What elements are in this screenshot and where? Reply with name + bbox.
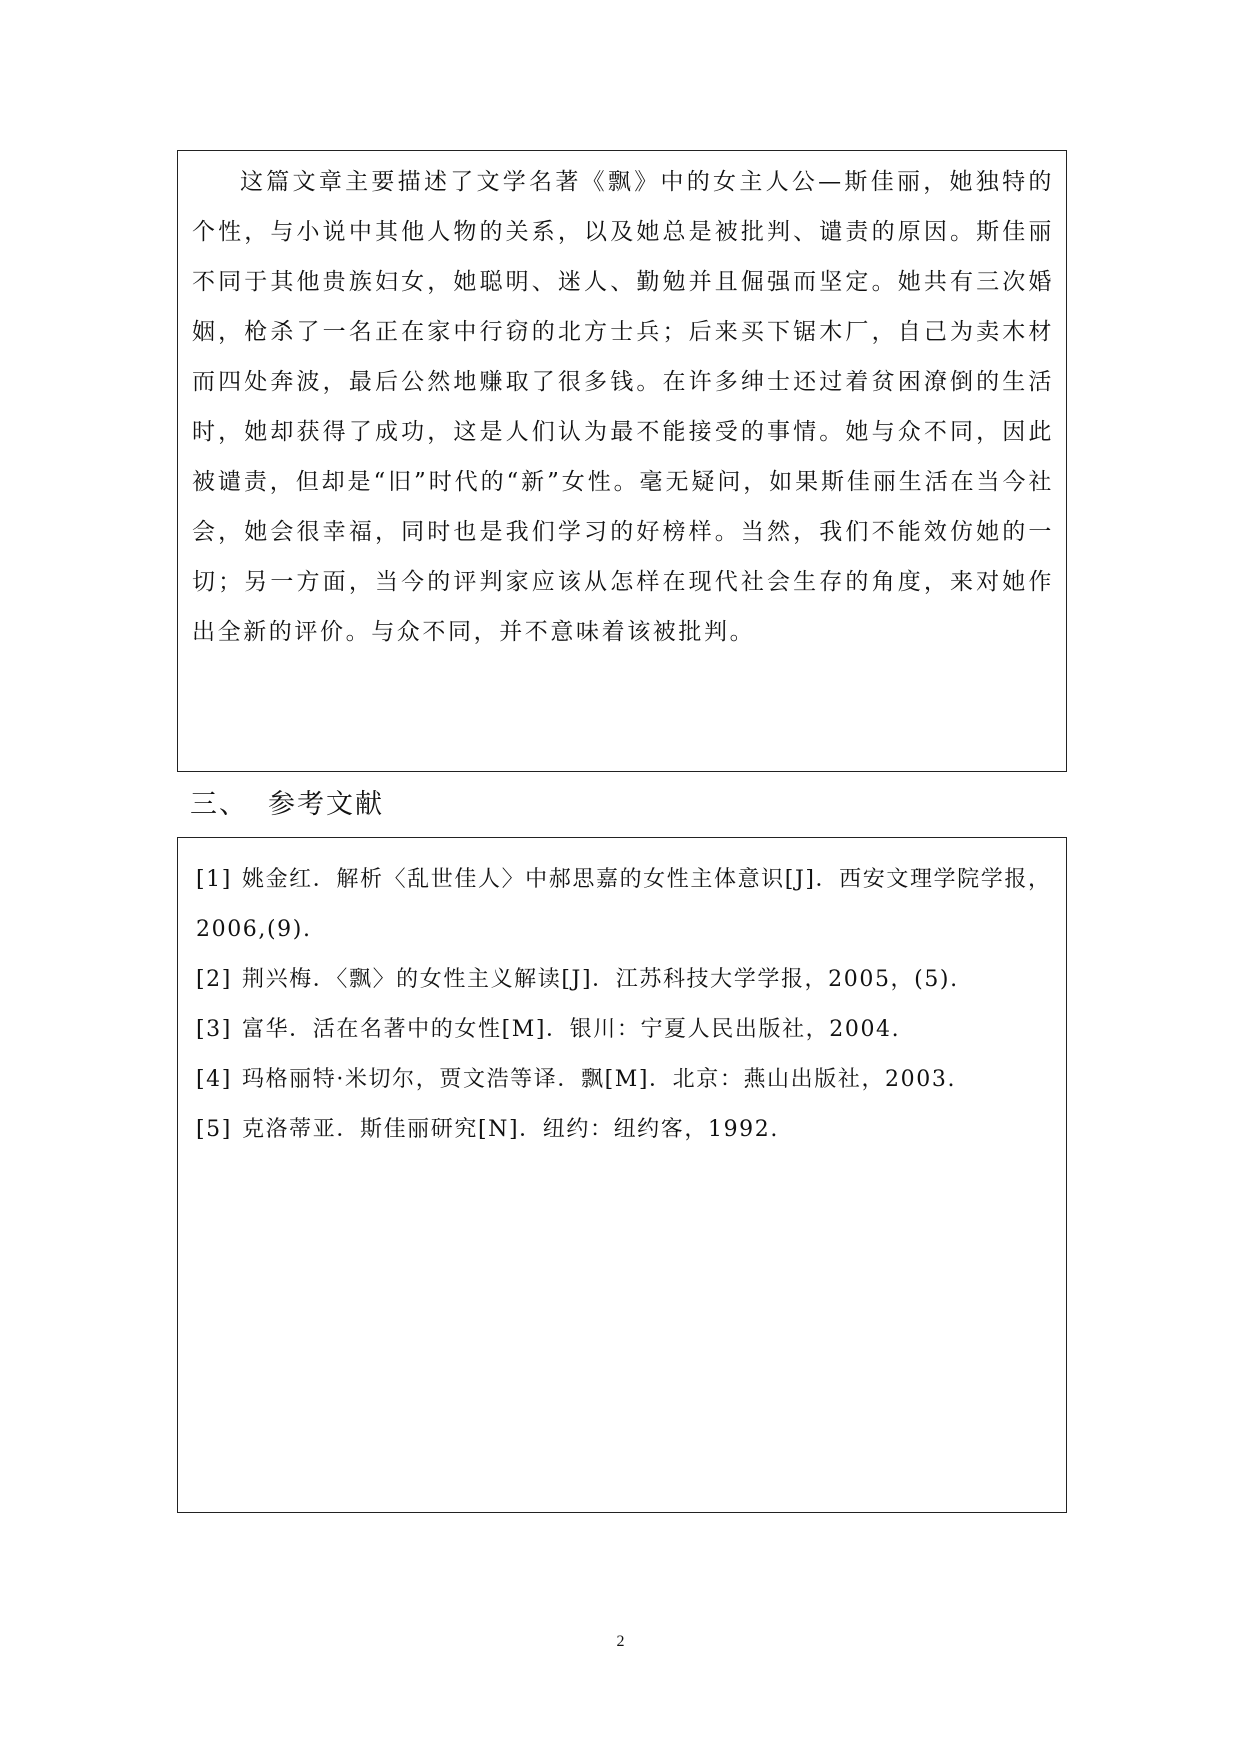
reference-number: [1] xyxy=(196,867,232,892)
abstract-paragraph: 这篇文章主要描述了文学名著《飘》中的女主人公—斯佳丽，她独特的个性，与小说中其他人物的关系，以及她总是被批判、谴责的原因。斯佳丽不同于其他贵族妇女，她聪明、迷人、勤勉并且倔强而坚定。她共有三次婚姻，枪杀了一名正在家中行窃的北方士兵；后来买下锯木厂，自己为卖木材而四处奔波，最后公然地赚取了很多钱。在许多绅士还过着贫困潦倒的生活时，她却获得了成功，这是人们认为最不能接受的事情。她与众不同，因此被谴责，但却是“旧”时代的“新”女性。毫无疑问，如果斯佳丽生活在当今社会，她会很幸福，同时也是我们学习的好榜样。当然，我们不能效仿她的一切；另一方面，当今的评判家应该从怎样在现代社会生存的角度，来对她作出全新的评价。与众不同，并不意味着该被批判。 xyxy=(192,169,1054,645)
reference-list xyxy=(196,855,1054,1155)
reference-item xyxy=(196,955,1054,1005)
section-number: 三、 xyxy=(190,789,248,820)
references-box xyxy=(177,837,1067,1513)
reference-text: 玛格丽特·米切尔，贾文浩等译．飘[M]．北京：燕山出版社，2003. xyxy=(241,1067,957,1092)
reference-text: 富华．活在名著中的女性[M]．银川：宁夏人民出版社，2004. xyxy=(241,1017,901,1042)
section-title: 参考文献 xyxy=(268,789,384,820)
reference-item xyxy=(196,1005,1054,1055)
page-number: 2 xyxy=(616,1633,625,1650)
reference-text: 克洛蒂亚．斯佳丽研究[N]．纽约：纽约客，1992. xyxy=(241,1117,779,1142)
reference-text: 荆兴梅．〈飘〉的女性主义解读[J]．江苏科技大学学报，2005，(5). xyxy=(241,967,959,992)
references-heading xyxy=(190,785,384,825)
abstract-box xyxy=(177,150,1067,772)
reference-number: [2] xyxy=(196,967,232,992)
reference-item xyxy=(196,1105,1054,1155)
reference-item xyxy=(196,1055,1054,1105)
reference-text: 姚金红．解析〈乱世佳人〉中郝思嘉的女性主体意识[J]．西安文理学院学报，2006,(9). xyxy=(196,867,1052,942)
reference-item xyxy=(196,855,1054,955)
reference-number: [5] xyxy=(196,1117,232,1142)
reference-number: [4] xyxy=(196,1067,232,1092)
reference-number: [3] xyxy=(196,1017,232,1042)
